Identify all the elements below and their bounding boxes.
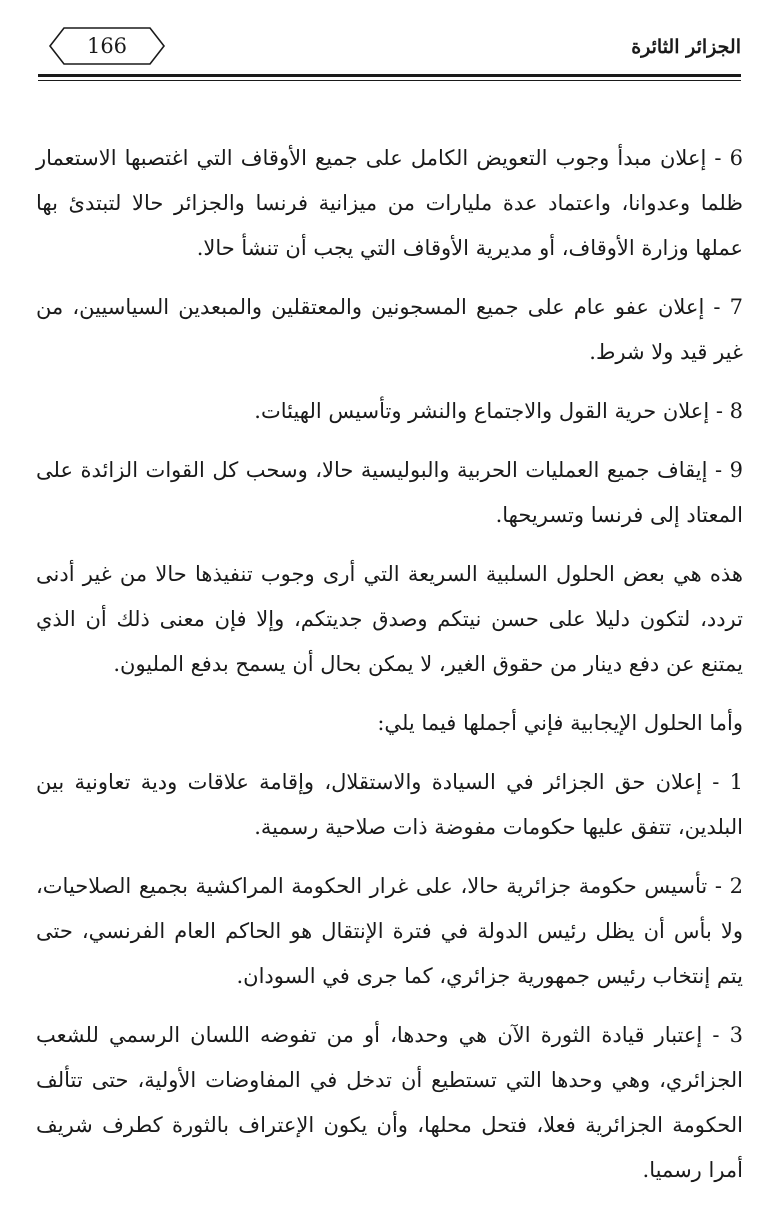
page-header [38,24,741,76]
paragraph-item-7: 7 - إعلان عفو عام على جميع المسجونين والمعتقلين والمبعدين السياسيين، من غير قيد ولا شرط. [36,295,743,364]
body-text [36,136,743,1207]
running-title: الجزائر الثائرة [631,36,741,58]
header-rule-thin [38,80,741,81]
paragraph-item-8: 8 - إعلان حرية القول والاجتماع والنشر وتأسيس الهيئات. [254,399,743,423]
paragraph-positive-3: 3 - إعتبار قيادة الثورة الآن هي وحدها، أو من تفوضه اللسان الرسمي للشعب الجزائري، وهي وحدها التي تستطيع أن تدخل في المفاوضات الأولية، حتى تتألف الحكومة الجزائرية فعلا، فتحل محلها، وأن يكون الإعتراف بالثورة كطرف شريف أمرا رسميا. [36,1023,743,1182]
paragraph-summary: هذه هي بعض الحلول السلبية السريعة التي أرى وجوب تنفيذها حالا من غير أدنى تردد، لتكون دليلا على حسن نيتكم وصدق جديتكم، وإلا فإن معنى ذلك أن الذي يمتنع عن دفع دينار من حقوق الغير، لا يمكن بحال أن يسمح بدفع المليون. [36,562,743,676]
page-number: 166 [86,34,128,58]
header-rule-thick [38,74,741,77]
paragraph-positive-2: 2 - تأسيس حكومة جزائرية حالا، على غرار الحكومة المراكشية بجميع الصلاحيات، ولا بأس أن يظل رئيس الدولة في فترة الإنتقال هو الحاكم العام الفرنسي، حتى يتم إنتخاب رئيس جمهورية جزائري، كما جرى في السودان. [36,874,743,988]
page-number-badge [48,26,166,66]
paragraph-positive-intro: وأما الحلول الإيجابية فإني أجملها فيما يلي: [377,711,743,735]
paragraph-item-9: 9 - إيقاف جميع العمليات الحربية والبوليسية حالا، وسحب كل القوات الزائدة على المعتاد إلى فرنسا وتسريحها. [36,458,743,527]
paragraph-item-6: 6 - إعلان مبدأ وجوب التعويض الكامل على جميع الأوقاف التي اغتصبها الاستعمار ظلما وعدوانا، واعتماد عدة مليارات من ميزانية فرنسا والجزائر حالا لتبتدئ بها عملها وزارة الأوقاف، أو مديرية الأوقاف التي يجب أن تنشأ حالا. [36,146,743,260]
paragraph-positive-1: 1 - إعلان حق الجزائر في السيادة والاستقلال، وإقامة علاقات ودية تعاونية بين البلدين، تتفق عليها حكومات مفوضة ذات صلاحية رسمية. [36,770,743,839]
